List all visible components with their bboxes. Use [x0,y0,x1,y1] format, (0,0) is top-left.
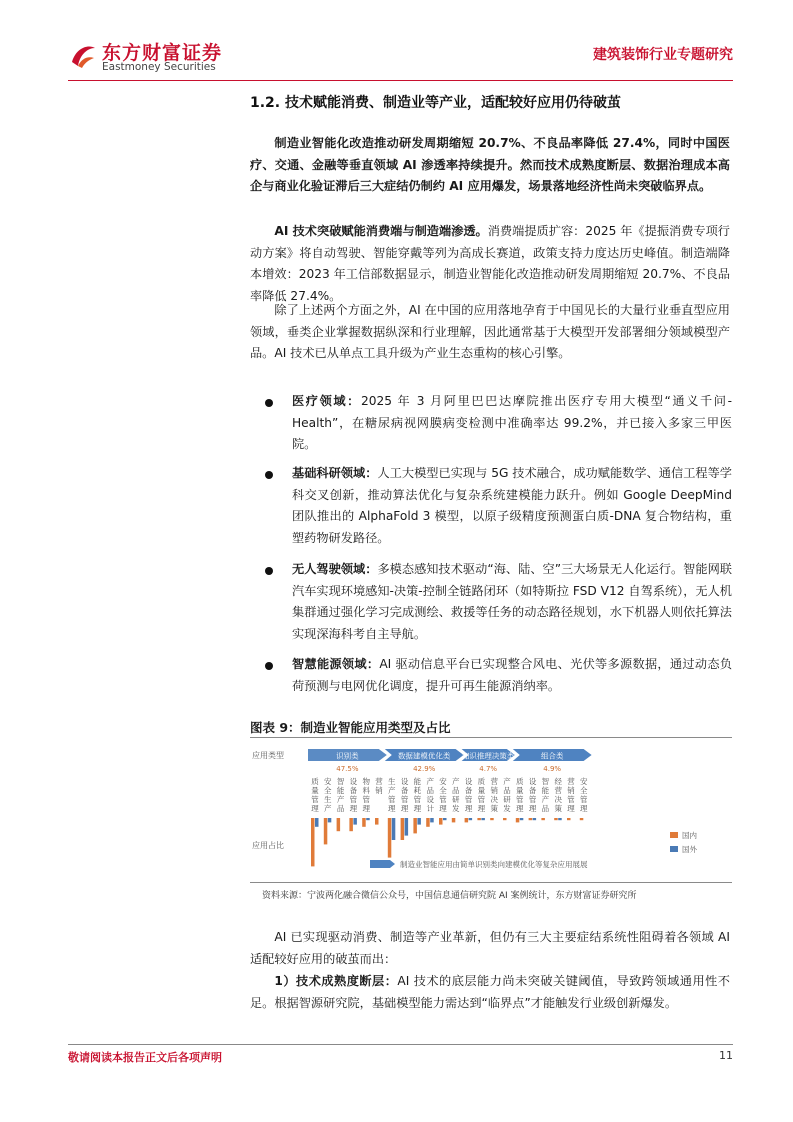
category-label: 量 [516,786,524,795]
penetration-text: 消费端提质扩容：2025 年《提振消费专项行动方案》将自动驾驶、智能穿戴等列为高成长赛道，政策支持力度达历史峰值。制造端降本增效：2023 年工信部数据显示，制造业智能化改造推动研发周期缩短 20.7%、不良品率降低 27.4%。 [250,224,730,303]
bar-foreign [405,818,409,836]
bar-foreign [558,818,562,820]
category-label: 管 [477,795,486,804]
group-share: 4.9% [543,765,562,773]
category-label: 量 [477,786,486,795]
category-label: 备 [349,786,358,795]
bar-foreign [366,818,370,820]
category-label: 管 [400,795,409,804]
category-label: 研 [503,795,511,804]
trend-arrow-text: 制造业智能应用由简单识别类向建模优化等复杂应用展展 [400,860,588,869]
category-label: 营 [554,786,562,795]
category-label: 备 [400,786,409,795]
category-label: 产 [452,777,460,786]
category-label: 全 [324,786,332,795]
category-label: 理 [349,804,358,813]
paragraph-vertical [250,300,730,365]
category-label: 理 [477,804,486,813]
category-label: 管 [464,795,473,804]
bullet-text: 多模态感知技术驱动“海、陆、空”三大场景无人化运行。智能网联汽车实现环境感知-决策-控制全链路闭环（如特斯拉 FSD V12 自驾系统），无人机集群通过强化学习完成测绘、救援等任务的动态路径规划，水下机器人则依托算法实现深海科考自主导航。 [292,562,732,641]
bar-foreign [315,818,319,827]
bar-domestic [529,818,533,820]
category-label: 产 [388,786,396,795]
bar-domestic [567,818,571,820]
category-label: 全 [580,786,588,795]
category-label: 理 [464,804,473,813]
category-label: 安 [324,777,332,786]
legend-swatch-domestic [670,832,678,838]
category-label: 能 [541,786,550,795]
category-label: 产 [541,795,550,804]
footer-divider [68,1044,733,1045]
paragraph-obstacles [250,927,730,970]
group-share: 47.5% [336,765,359,773]
bullet-text: AI 驱动信息平台已实现整合风电、光伏等多源数据，通过动态负荷预测与电网优化调度，提升可再生能源消纳率。 [292,657,733,693]
group-name: 数据建模优化类 [397,751,451,761]
report-type: 建筑装饰行业专题研究 [593,47,733,63]
category-label: 智 [541,777,550,786]
bar-domestic [477,818,481,820]
group-name: 组合类 [540,751,564,761]
category-label: 设 [349,777,358,786]
category-label: 质 [311,777,319,786]
category-label: 耗 [413,786,422,795]
category-label: 营 [567,777,575,786]
group-name: 知识推理决策类 [461,751,515,761]
category-label: 全 [439,786,447,795]
category-label: 管 [362,795,370,804]
category-label: 能 [413,777,422,786]
category-label: 管 [528,795,537,804]
legend-label-domestic: 国内 [682,831,697,840]
category-label: 理 [311,804,319,813]
bar-domestic [439,818,443,825]
bar-domestic [503,818,507,820]
bar-foreign [430,818,434,822]
category-label: 理 [567,804,575,813]
bar-foreign [392,818,396,840]
bar-domestic [413,818,417,833]
paragraph-summary [250,133,730,198]
category-label: 设 [400,777,409,786]
group-share: 42.9% [413,765,436,773]
category-label: 管 [311,795,319,804]
category-label: 理 [528,804,537,813]
category-label: 生 [324,795,332,804]
header-divider [68,80,733,81]
logo-mark-icon [68,40,98,70]
logo-english-name: Eastmoney Securities [102,61,216,73]
paragraph-obstacle-1 [250,971,730,1014]
category-label: 品 [336,804,345,813]
category-label: 生 [388,777,396,786]
category-label: 备 [464,786,473,795]
bar-domestic [580,818,584,820]
bullet-dot [265,662,273,670]
category-label: 经 [554,777,562,786]
category-label: 安 [439,777,447,786]
vertical-text: 除了上述两个方面之外，AI 在中国的应用落地孕育于中国见长的大量行业垂直型应用领域，垂类企业掌握数据纵深和行业理解，因此通常基于大模型开发部署细分领域模型产品。AI 技术已从单点工具升级为产业生态重构的核心引擎。 [250,303,730,360]
category-label: 管 [580,795,588,804]
bar-foreign [469,818,473,820]
bullet-dot [265,567,273,575]
bar-domestic [388,818,392,858]
summary-text: 制造业智能化改造推动研发周期缩短 20.7%、不良品率降低 27.4%，同时中国医疗、交通、金融等垂直领域 AI 渗透率持续提升。然而技术成熟度断层、数据治理成本高企与商业化验证滞后三大症结仍制约 AI 应用爆发，场景落地经济性尚未突破临界点。 [250,136,730,193]
category-label: 决 [490,795,498,804]
category-label: 设 [426,795,434,804]
obstacle-1-text: AI 技术的底层能力尚未突破关键阈值，导致跨领域通用性不足。根据智源研究院，基础模型能力需达到“临界点”才能触发行业级创新爆发。 [250,974,730,1010]
category-label: 料 [362,786,370,795]
bar-domestic [516,818,520,822]
legend-swatch-foreign [670,846,678,852]
bullet-label: 无人驾驶领域： [292,562,378,576]
bar-domestic [490,818,494,820]
category-label: 决 [554,795,562,804]
footer-disclaimer: 敬请阅读本报告正文后各项声明 [68,1051,222,1064]
bar-domestic [465,818,469,822]
category-label: 管 [388,795,396,804]
category-label: 理 [580,804,588,813]
figure-bottom-rule [250,882,732,883]
bar-domestic [452,818,456,822]
obstacle-1-lead: 1）技术成熟度断层： [274,974,398,988]
bullet-autonomous [292,559,732,645]
category-label: 发 [452,804,460,813]
bar-foreign [353,818,357,825]
category-label: 产 [336,795,345,804]
bar-domestic [324,818,328,844]
category-label: 理 [362,804,370,813]
penetration-lead: AI 技术突破赋能消费端与制造端渗透。 [274,224,488,238]
bar-foreign [533,818,537,820]
bullet-label: 智慧能源领域： [292,657,380,671]
category-label: 设 [464,777,473,786]
category-label: 能 [336,786,345,795]
category-label: 品 [541,804,550,813]
category-label: 设 [528,777,537,786]
category-label: 管 [516,795,524,804]
category-label: 量 [311,786,319,795]
logo-chinese-name: 东方财富证券 [102,42,223,64]
bar-domestic [375,818,379,825]
bar-foreign [328,818,332,822]
category-label: 营 [375,777,383,786]
bar-domestic [426,818,430,827]
category-label: 质 [477,777,486,786]
bullet-dot [265,471,273,479]
category-label: 销 [567,786,575,795]
chart-svg [250,740,732,880]
bullet-label: 医疗领域： [292,394,361,408]
category-label: 理 [388,804,396,813]
figure-top-rule [250,737,732,738]
bar-foreign [417,818,421,825]
category-label: 销 [375,786,383,795]
legend-label-foreign: 国外 [682,845,697,854]
category-label: 理 [413,804,422,813]
bar-foreign [443,818,447,820]
bullet-research [292,463,732,549]
category-label: 备 [528,786,537,795]
bullet-dot [265,399,273,407]
group-name: 识别类 [336,751,359,761]
bar-domestic [362,818,366,827]
bar-domestic [349,818,353,831]
row-label-type: 应用类型 [252,751,284,760]
category-label: 管 [349,795,358,804]
category-label: 发 [503,804,511,813]
category-label: 研 [452,795,460,804]
category-label: 产 [426,777,434,786]
bar-domestic [554,818,558,820]
bar-domestic [337,818,341,831]
category-label: 营 [490,777,498,786]
category-label: 销 [490,786,498,795]
company-logo [68,36,258,80]
bar-foreign [481,818,485,820]
figure-chart [250,740,732,880]
category-label: 品 [452,786,460,795]
category-label: 质 [516,777,524,786]
category-label: 管 [413,795,422,804]
category-label: 理 [400,804,409,813]
bullet-medical [292,391,732,456]
bullet-label: 基础科研领域： [292,466,378,480]
bar-domestic [401,818,405,840]
bar-domestic [311,818,315,866]
category-label: 智 [336,777,345,786]
bullet-energy [292,654,732,697]
category-label: 物 [362,777,370,786]
bullet-text: 人工大模型已实现与 5G 技术融合，成功赋能数学、通信工程等学科交叉创新，推动算法优化与复杂系统建模能力跃升。例如 Google DeepMind 团队推出的 AlphaFold 3 模型，以原子级精度预测蛋白质-DNA 复合物结构，重塑药物研发路径。 [292,466,732,545]
section-title: 1.2. 技术赋能消费、制造业等产业，适配较好应用仍待破茧 [250,95,621,111]
category-label: 管 [567,795,575,804]
figure-source: 资料来源：宁波两化融合微信公众号，中国信息通信研究院 AI 案例统计，东方财富证券研究所 [262,891,637,901]
bar-foreign [520,818,524,820]
row-label-share: 应用占比 [252,841,284,850]
category-label: 计 [426,804,434,813]
category-label: 理 [439,804,447,813]
trend-arrow-icon [370,860,395,868]
category-label: 产 [324,804,332,813]
category-label: 品 [503,786,511,795]
category-label: 产 [503,777,511,786]
bar-domestic [541,818,545,820]
paragraph-ai-penetration [250,221,730,307]
category-label: 理 [516,804,524,813]
category-label: 策 [554,804,562,813]
category-label: 管 [439,795,447,804]
bullet-text: 2025 年 3 月阿里巴巴达摩院推出医疗专用大模型“通义千问-Health”，在糖尿病视网膜病变检测中准确率达 99.2%，并已接入多家三甲医院。 [292,394,733,451]
category-label: 安 [580,777,588,786]
page-number: 11 [719,1049,733,1062]
obstacles-text: AI 已实现驱动消费、制造等产业革新，但仍有三大主要症结系统性阻碍着各领域 AI 适配较好应用的破茧而出： [250,930,730,966]
category-label: 策 [490,804,498,813]
category-label: 品 [426,786,434,795]
figure-title: 图表 9：制造业智能应用类型及占比 [250,720,451,735]
group-share: 4.7% [479,765,498,773]
